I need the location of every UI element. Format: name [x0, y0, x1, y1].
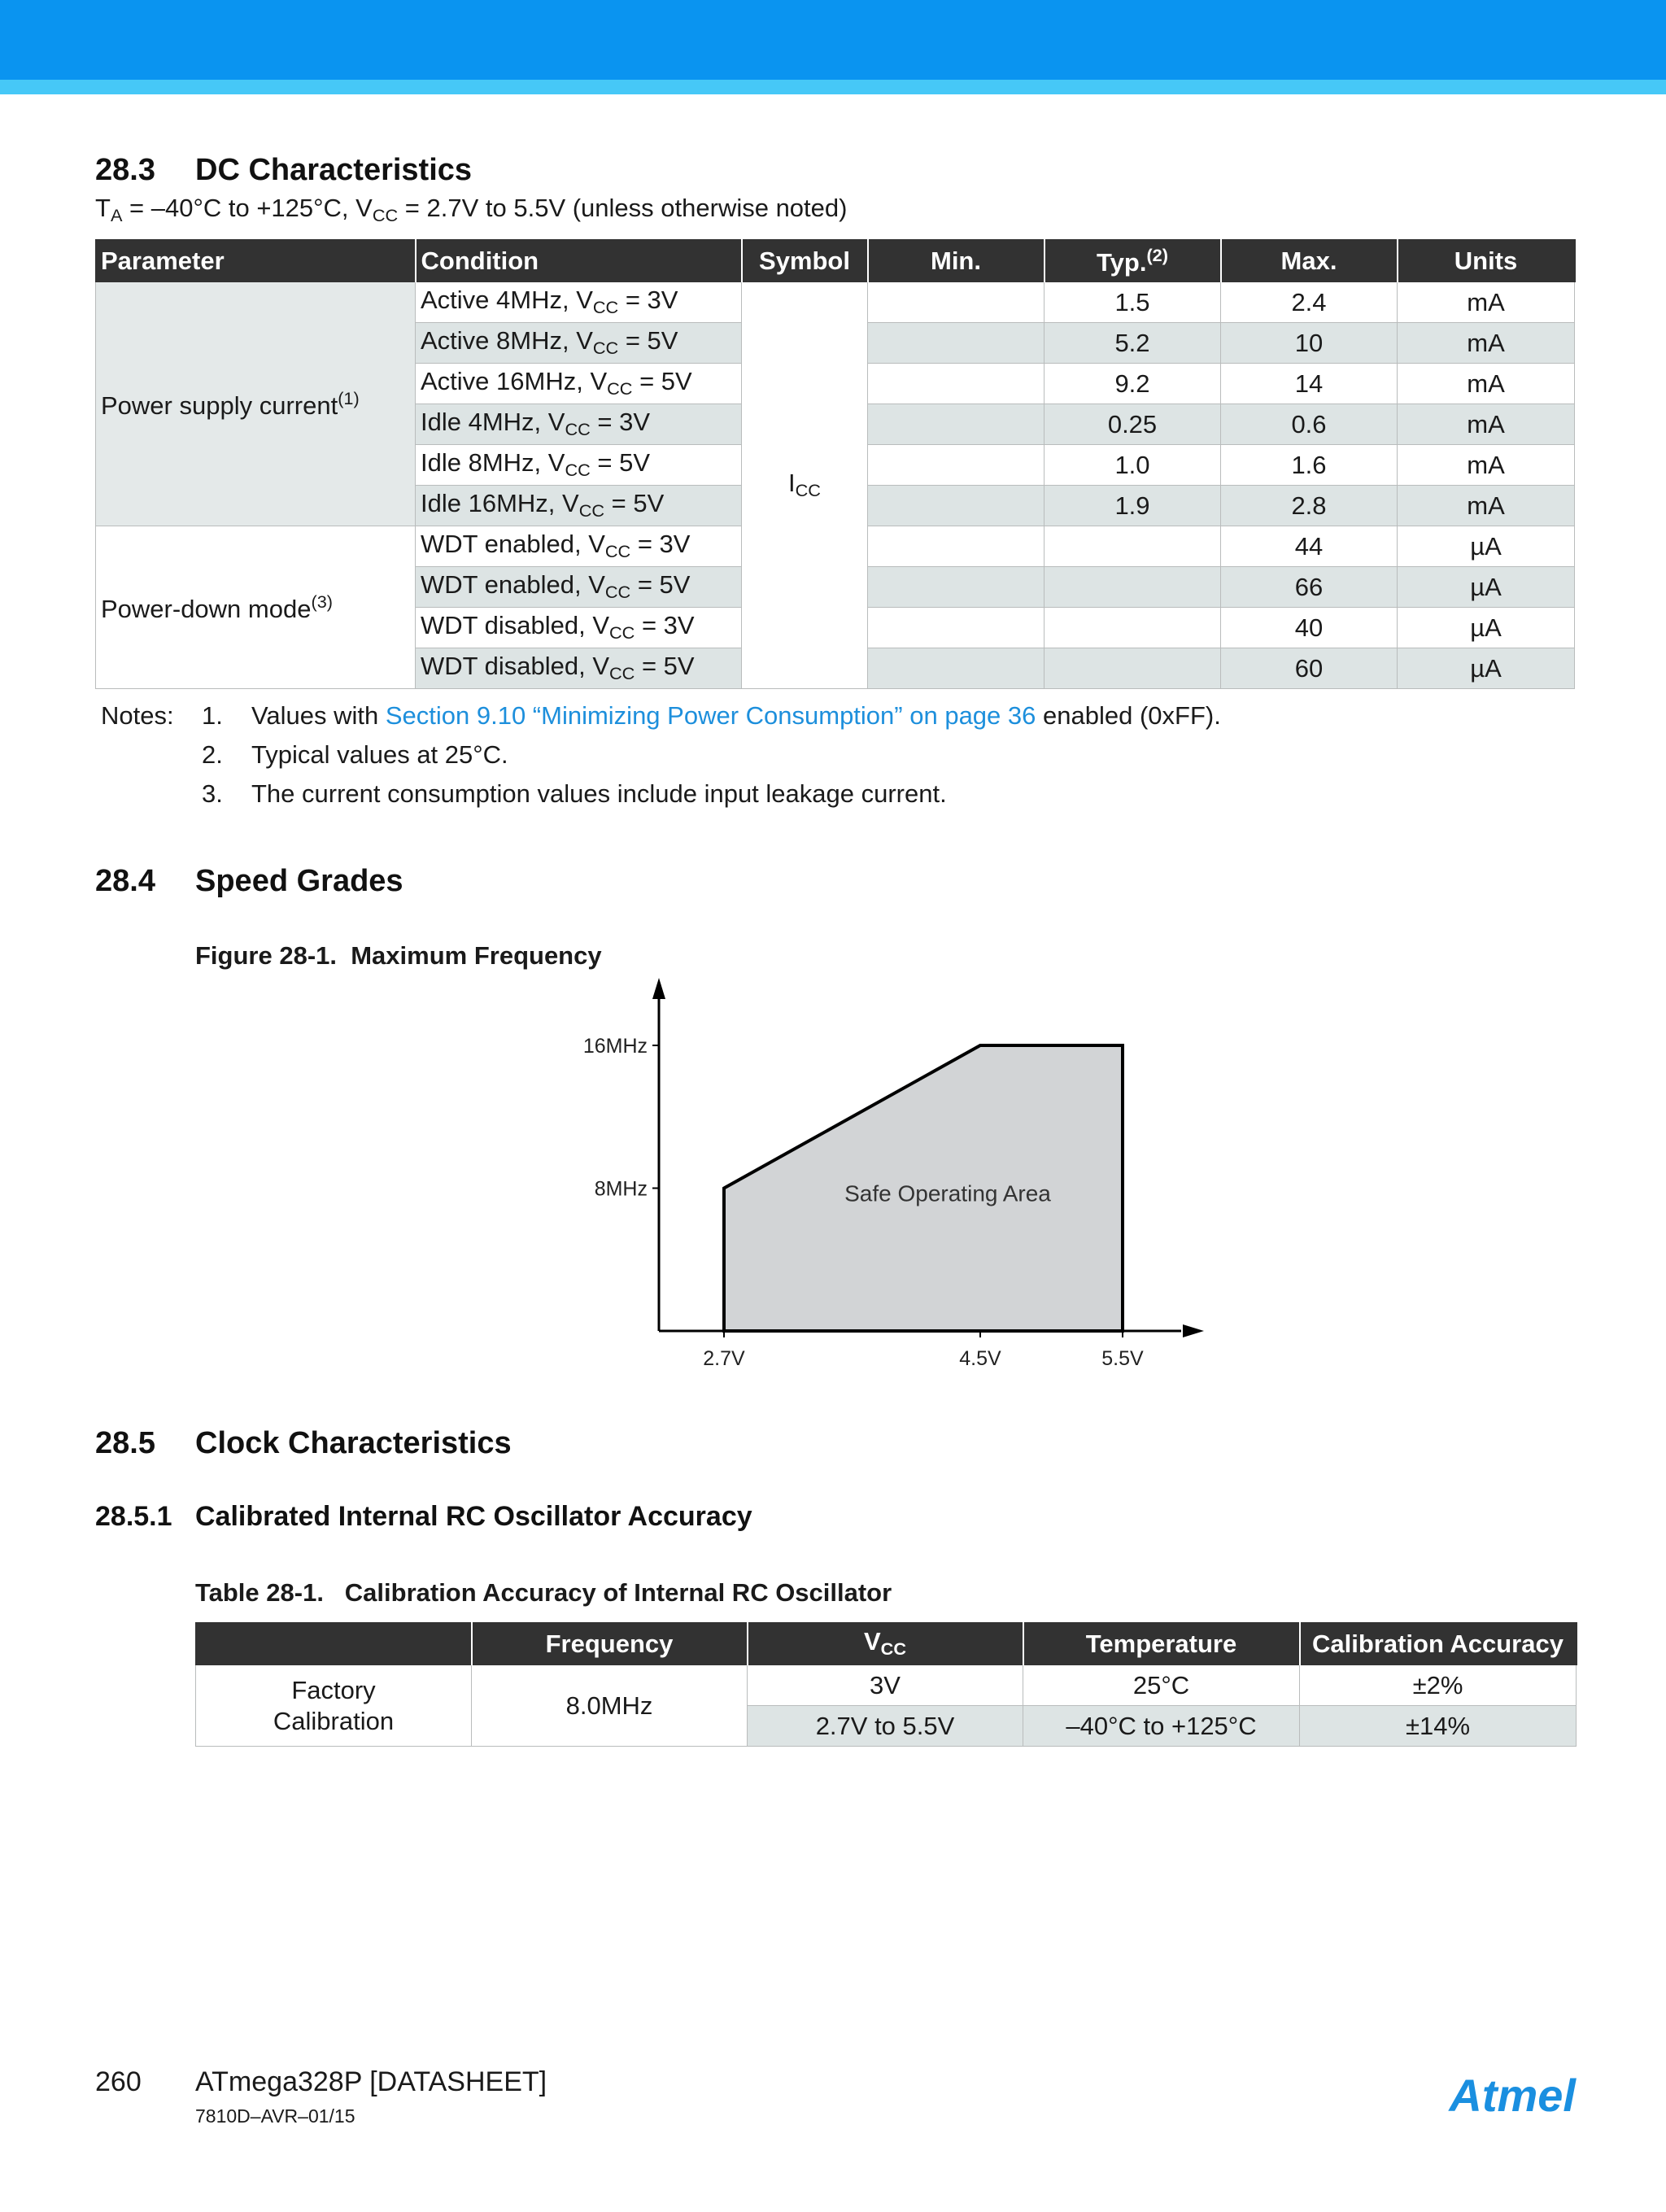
condition-cell: WDT disabled, $V_{CC} = 5V$: [416, 648, 742, 689]
condition-cell: Idle 16MHz, $V_{CC} = 5V$: [416, 486, 742, 526]
min-cell: [868, 567, 1045, 608]
max-cell: 40: [1221, 608, 1398, 648]
note-1-number: 1.: [202, 701, 223, 730]
min-cell: [868, 648, 1045, 689]
safe-operating-area-label: Safe Operating Area: [844, 1180, 1051, 1206]
unit-cell: µA: [1398, 526, 1575, 567]
section-number: 28.4: [95, 864, 155, 898]
y-tick-label: 16MHz: [582, 1035, 648, 1058]
typ-cell: [1045, 526, 1221, 567]
temperature-cell: 25°C: [1023, 1665, 1300, 1706]
unit-cell: mA: [1398, 282, 1575, 323]
section-title: Calibrated Internal RC Oscillator Accuracy: [195, 1501, 752, 1532]
header-condition: Condition: [416, 240, 742, 282]
table-header-row: [96, 240, 1575, 282]
header-units: Units: [1398, 240, 1575, 282]
section-heading-28-5: [95, 1426, 512, 1461]
atmel-logo: [1420, 2066, 1582, 2123]
min-cell: [868, 486, 1045, 526]
max-frequency-chart: [553, 976, 1204, 1383]
unit-cell: mA: [1398, 445, 1575, 486]
header-frequency: Frequency: [472, 1623, 748, 1665]
typ-cell: 0.25: [1045, 404, 1221, 445]
condition-cell: Idle 8MHz, $V_{CC} = 5V$: [416, 445, 742, 486]
unit-cell: mA: [1398, 404, 1575, 445]
max-cell: 2.8: [1221, 486, 1398, 526]
section-link[interactable]: Section 9.10 “Minimizing Power Consumption” on page 36: [385, 701, 1036, 730]
header-parameter: Parameter: [96, 240, 416, 282]
y-tick-label: 8MHz: [594, 1177, 648, 1201]
calibration-accuracy-table: [195, 1622, 1577, 1747]
max-cell: 1.6: [1221, 445, 1398, 486]
header-vcc: $V_{CC}$: [748, 1623, 1023, 1665]
min-cell: [868, 404, 1045, 445]
document-code: 7810D–AVR–01/15: [195, 2105, 355, 2127]
typ-cell: [1045, 567, 1221, 608]
symbol-icc: $I_{CC}$: [742, 282, 868, 689]
header-band: [0, 0, 1666, 80]
typ-cell: 1.9: [1045, 486, 1221, 526]
header-stripe: [0, 80, 1666, 94]
x-tick-label: 5.5V: [1101, 1347, 1144, 1370]
header-calibration-accuracy: Calibration Accuracy: [1300, 1623, 1577, 1665]
x-tick-label: 4.5V: [959, 1347, 1001, 1370]
condition-cell: WDT enabled, $V_{CC} = 5V$: [416, 567, 742, 608]
typ-cell: 9.2: [1045, 364, 1221, 404]
unit-cell: µA: [1398, 648, 1575, 689]
min-cell: [868, 608, 1045, 648]
factory-calibration-label: Factory Calibration: [196, 1665, 472, 1747]
max-cell: 60: [1221, 648, 1398, 689]
condition-cell: Active 16MHz, $V_{CC} = 5V$: [416, 364, 742, 404]
condition-cell: Active 8MHz, $V_{CC} = 5V$: [416, 323, 742, 364]
header-symbol: Symbol: [742, 240, 868, 282]
section-title: Clock Characteristics: [195, 1426, 512, 1460]
typ-cell: 5.2: [1045, 323, 1221, 364]
min-cell: [868, 364, 1045, 404]
figure-caption: Figure 28-1. Maximum Frequency: [195, 941, 602, 970]
section-heading-28-3: [95, 153, 472, 188]
dc-characteristics-table: [95, 239, 1576, 689]
x-tick-label: 2.7V: [703, 1347, 745, 1370]
max-cell: 2.4: [1221, 282, 1398, 323]
y-axis-arrow-icon: [652, 978, 665, 999]
section-number: 28.3: [95, 153, 155, 187]
temperature-cell: –40°C to +125°C: [1023, 1706, 1300, 1747]
max-cell: 14: [1221, 364, 1398, 404]
page-number: 260: [95, 2066, 142, 2097]
note-1: Values with Section 9.10 “Minimizing Power Consumption” on page 36 enabled (0xFF).: [251, 701, 1221, 730]
section-number: 28.5: [95, 1426, 155, 1460]
section-title: Speed Grades: [195, 864, 403, 898]
table-row: [96, 282, 1575, 323]
max-cell: 10: [1221, 323, 1398, 364]
operating-conditions: $T_A = -40^\circ C$ to +125°C, $V_{CC} = 2.7V$ to 5.5V (unless otherwise noted): [95, 194, 848, 226]
typ-cell: [1045, 648, 1221, 689]
header-blank: [196, 1623, 472, 1665]
max-cell: 0.6: [1221, 404, 1398, 445]
max-cell: 66: [1221, 567, 1398, 608]
document-title: ATmega328P [DATASHEET]: [195, 2066, 547, 2097]
table-caption: Table 28-1. Calibration Accuracy of Internal RC Oscillator: [195, 1578, 892, 1607]
condition-cell: WDT enabled, $V_{CC} = 3V$: [416, 526, 742, 567]
section-title: DC Characteristics: [195, 153, 473, 187]
table-header-row: [196, 1623, 1577, 1665]
param-power-down-mode: Power-down mode$^{(3)}$: [96, 526, 416, 689]
x-axis-arrow-icon: [1183, 1324, 1204, 1337]
condition-cell: WDT disabled, $V_{CC} = 3V$: [416, 608, 742, 648]
unit-cell: mA: [1398, 323, 1575, 364]
header-temperature: Temperature: [1023, 1623, 1300, 1665]
unit-cell: µA: [1398, 608, 1575, 648]
param-power-supply-current: Power supply current$^{(1)}$: [96, 282, 416, 526]
max-cell: 44: [1221, 526, 1398, 567]
accuracy-cell: ±2%: [1300, 1665, 1577, 1706]
note-2-number: 2.: [202, 740, 223, 769]
atmel-logo-wordmark: Atmel: [1449, 2070, 1576, 2121]
section-number: 28.5.1: [95, 1501, 172, 1532]
note-2: Typical values at 25°C.: [251, 740, 508, 769]
unit-cell: µA: [1398, 567, 1575, 608]
unit-cell: mA: [1398, 486, 1575, 526]
header-typ: Typ.$^{(2)}$: [1045, 240, 1221, 282]
accuracy-cell: ±14%: [1300, 1706, 1577, 1747]
vcc-cell: 3V: [748, 1665, 1023, 1706]
note-3-number: 3.: [202, 779, 223, 808]
typ-cell: [1045, 608, 1221, 648]
typ-cell: 1.0: [1045, 445, 1221, 486]
frequency-cell: 8.0MHz: [472, 1665, 748, 1747]
min-cell: [868, 323, 1045, 364]
section-heading-28-4: [95, 864, 403, 899]
section-heading-28-5-1: [95, 1501, 752, 1533]
condition-cell: Idle 4MHz, $V_{CC} = 3V$: [416, 404, 742, 445]
notes-label: Notes:: [101, 701, 174, 730]
header-min: Min.: [868, 240, 1045, 282]
vcc-cell: 2.7V to 5.5V: [748, 1706, 1023, 1747]
unit-cell: mA: [1398, 364, 1575, 404]
note-3: The current consumption values include input leakage current.: [251, 779, 947, 808]
typ-cell: 1.5: [1045, 282, 1221, 323]
min-cell: [868, 282, 1045, 323]
header-max: Max.: [1221, 240, 1398, 282]
table-row: [196, 1665, 1577, 1706]
min-cell: [868, 526, 1045, 567]
min-cell: [868, 445, 1045, 486]
condition-cell: Active 4MHz, $V_{CC} = 3V$: [416, 282, 742, 323]
